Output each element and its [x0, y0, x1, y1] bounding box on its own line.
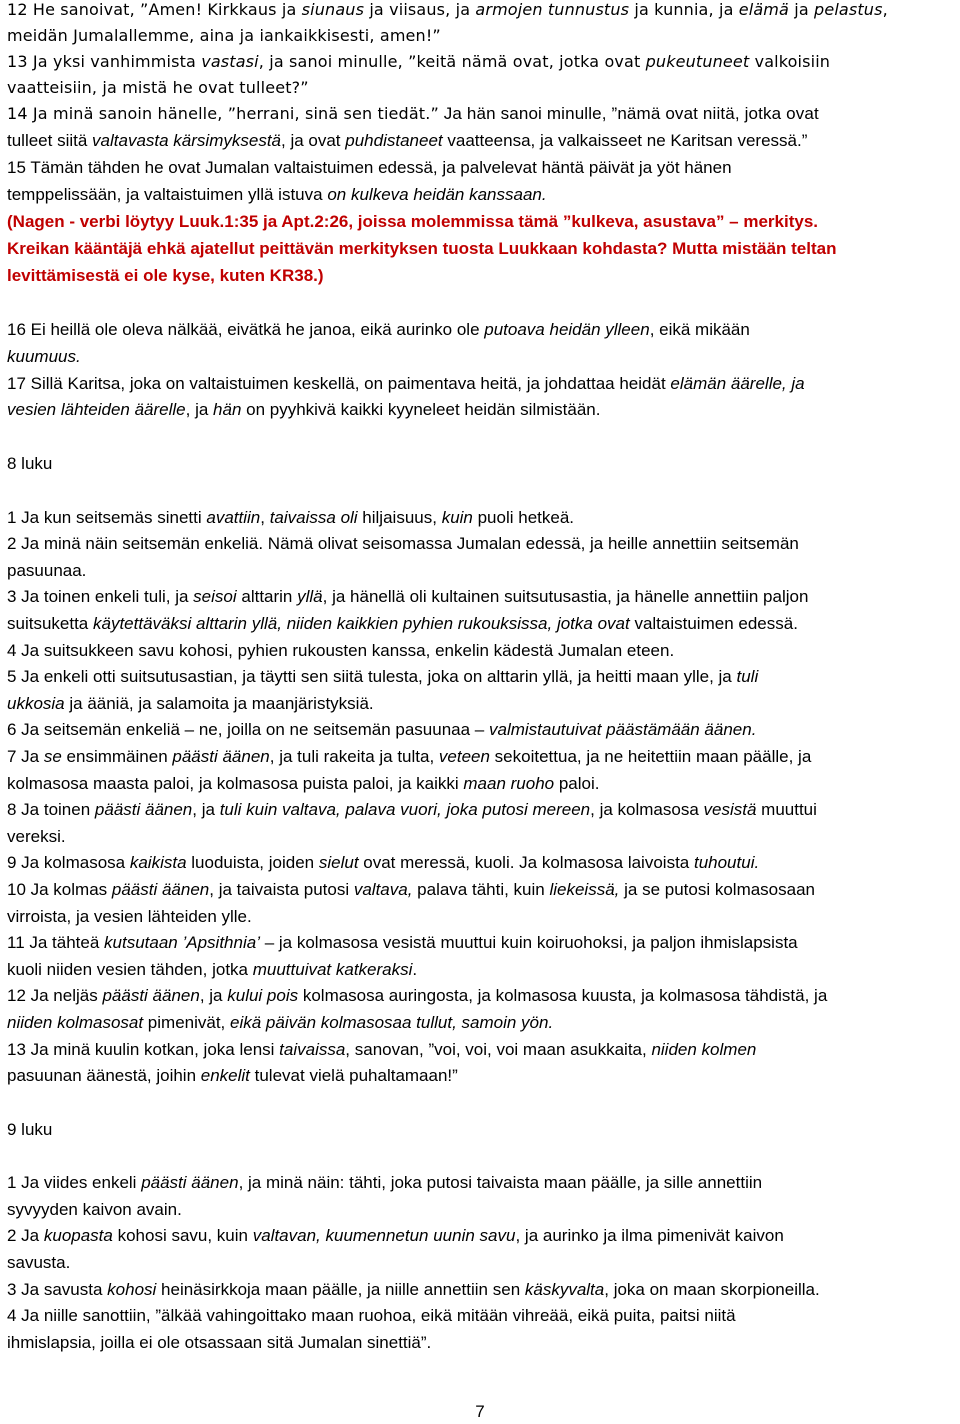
- text-run: – ja kolmasosa vesistä muuttui kuin koiruohoksi, ja paljon ihmislapsista: [259, 933, 798, 952]
- text-line: [7, 584, 808, 610]
- text-line: [7, 1197, 182, 1223]
- text-run: 9 Ja kolmasosa: [7, 853, 130, 872]
- text-run: , ja aurinko ja ilma pimenivät kaivon: [515, 1226, 784, 1245]
- text-run: ihmislapsia, joilla ei ole otsassaan sitä Jumalan sinettiä”.: [7, 1333, 432, 1352]
- text-run: päästi äänen: [141, 1173, 239, 1192]
- text-run: ja ääniä, ja salamoita ja maanjäristyksiä.: [64, 694, 374, 713]
- text-run: kaikista: [129, 853, 187, 872]
- text-line: [7, 877, 815, 903]
- text-line: [7, 263, 324, 289]
- text-run: päästi äänen: [102, 986, 200, 1005]
- text-line: [7, 101, 819, 127]
- text-run: valtavan, kuumennetun uunin savu: [252, 1226, 516, 1245]
- text-run: taivaissa oli: [269, 508, 358, 527]
- text-run: 15 Tämän tähden he ovat Jumalan valtaistuimen edessä, ja palvelevat häntä päivät ja yöt hänen: [7, 158, 732, 177]
- text-run: puoli hetkeä.: [472, 508, 575, 527]
- text-run: , sanovan, ”voi, voi, voi maan asukkaita,: [345, 1040, 652, 1059]
- text-run: putoava heidän ylleen: [484, 320, 650, 339]
- text-run: armojen tunnustus: [475, 0, 630, 19]
- text-line: [7, 1303, 736, 1329]
- text-line: [7, 182, 547, 208]
- text-line: [7, 638, 674, 664]
- text-line: [7, 1277, 820, 1303]
- text-line: [7, 371, 805, 397]
- text-run: , ja: [192, 800, 220, 819]
- text-run: 16 Ei heillä ole oleva nälkää, eivätkä he janoa, eikä aurinko ole: [7, 320, 485, 339]
- text-line: [7, 1117, 52, 1143]
- text-run: 12 He sanoivat, ”Amen! Kirkkaus ja: [7, 0, 302, 19]
- text-line: [7, 451, 52, 477]
- text-line: [7, 531, 799, 557]
- text-line: [7, 957, 417, 983]
- text-run: vaatteisiin, ja mistä he ovat tulleet?”: [7, 78, 309, 97]
- text-run: niiden kolmen: [651, 1040, 757, 1059]
- text-run: hiljaisuus,: [357, 508, 442, 527]
- text-run: , ja ovat: [281, 131, 346, 150]
- text-line: [7, 664, 758, 690]
- text-run: käskyvalta: [524, 1280, 605, 1299]
- text-run: 14 Ja minä sanoin hänelle, ”herrani, sinä sen tiedät.”: [7, 104, 439, 123]
- text-run: puhdistaneet: [345, 131, 443, 150]
- page-number: 7: [475, 1402, 485, 1421]
- text-run: avattiin: [206, 508, 261, 527]
- text-run: , ja: [185, 400, 214, 419]
- text-run: ovat meressä, kuoli. Ja kolmasosa laivoista: [358, 853, 694, 872]
- text-run: (Nagen - verbi löytyy Luuk.1:35 ja Apt.2:26, joissa molemmissa tämä ”kulkeva, asustava” – merkitys.: [7, 212, 819, 231]
- text-run: , ja: [199, 986, 228, 1005]
- text-run: vereksi.: [7, 827, 66, 846]
- text-run: elämän äärelle, ja: [670, 374, 805, 393]
- text-line: [7, 824, 66, 850]
- text-line: [7, 1010, 553, 1036]
- text-run: , ja sanoi minulle, ”keitä nämä ovat, jotka ovat: [258, 52, 646, 71]
- text-run: suitsuketta: [7, 614, 93, 633]
- text-run: , eikä mikään: [649, 320, 750, 339]
- text-line: [7, 75, 309, 101]
- text-run: ja: [789, 0, 815, 19]
- text-run: meidän Jumalallemme, aina ja iankaikkisesti, amen!”: [7, 26, 441, 45]
- text-line: [7, 1223, 784, 1249]
- text-run: valtava,: [353, 880, 413, 899]
- text-run: ,: [882, 0, 888, 19]
- text-run: , ja kolmasosa: [590, 800, 704, 819]
- text-run: 1 Ja viides enkeli: [7, 1173, 142, 1192]
- text-run: valtavasta kärsimyksestä: [92, 131, 281, 150]
- text-run: vaatteensa, ja valkaisseet ne Karitsan veressä.”: [442, 131, 808, 150]
- text-line: [7, 797, 817, 823]
- text-run: kuumuus.: [7, 347, 81, 366]
- text-run: kului pois: [227, 986, 299, 1005]
- text-run: syvyyden kaivon avain.: [7, 1200, 182, 1219]
- text-run: kohosi savu, kuin: [112, 1226, 253, 1245]
- text-run: seisoi: [193, 587, 237, 606]
- text-run: kuoli niiden vesien tähden, jotka: [7, 960, 253, 979]
- text-line: [7, 1037, 756, 1063]
- text-line: [7, 49, 830, 75]
- text-run: kolmasosa maasta paloi, ja kolmasosa puista paloi, ja kaikki: [7, 774, 464, 793]
- text-run: pasuunaa.: [7, 561, 87, 580]
- text-line: [7, 505, 574, 531]
- text-run: kohosi: [107, 1280, 157, 1299]
- text-run: päästi äänen: [172, 747, 270, 766]
- text-run: tuhoutui.: [693, 853, 760, 872]
- text-line: [7, 209, 818, 235]
- text-run: siunaus: [301, 0, 365, 19]
- text-run: valmistautuivat päästämään äänen.: [488, 720, 757, 739]
- text-run: , joka on maan skorpioneilla.: [604, 1280, 820, 1299]
- text-run: Ja hän sanoi minulle, ”nämä ovat niitä, jotka ovat: [438, 104, 819, 123]
- text-line: [7, 155, 732, 181]
- text-line: [7, 1170, 762, 1196]
- text-run: virroista, ja vesien lähteiden ylle.: [7, 907, 252, 926]
- text-run: valkoisiin: [749, 52, 831, 71]
- text-run: , ja minä näin: tähti, joka putosi taivaista maan päälle, ja sille annettiin: [238, 1173, 763, 1192]
- text-line: [7, 850, 759, 876]
- text-run: 4 Ja suitsukkeen savu kohosi, pyhien rukousten kanssa, enkelin kädestä Jumalan eteen.: [7, 641, 675, 660]
- text-line: [7, 236, 837, 262]
- text-run: käytettäväksi alttarin yllä, niiden kaikkien pyhien rukouksissa, jotka ovat: [93, 614, 630, 633]
- text-run: heinäsirkkoja maan päälle, ja niille annettiin sen: [156, 1280, 525, 1299]
- text-run: , ja taivaista putosi: [209, 880, 354, 899]
- text-run: 13 Ja yksi vanhimmista: [7, 52, 202, 71]
- text-run: 3 Ja savusta: [7, 1280, 108, 1299]
- text-run: 12 Ja neljäs: [7, 986, 103, 1005]
- text-run: elämä: [738, 0, 789, 19]
- text-run: kuin: [441, 508, 473, 527]
- text-run: enkelit: [200, 1066, 250, 1085]
- text-run: muuttuivat katkeraksi: [252, 960, 413, 979]
- text-run: ja kunnia, ja: [629, 0, 739, 19]
- text-run: sielut: [318, 853, 359, 872]
- text-run: eikä päivän kolmasosaa tullut, samoin yön.: [230, 1013, 554, 1032]
- text-run: 8 Ja toinen: [7, 800, 95, 819]
- text-run: .: [412, 960, 418, 979]
- text-run: taivaissa: [279, 1040, 346, 1059]
- text-run: 2 Ja: [7, 1226, 44, 1245]
- text-line: [7, 23, 441, 49]
- text-run: kuopasta: [43, 1226, 113, 1245]
- text-run: 8 luku: [7, 454, 53, 473]
- text-line: [7, 558, 86, 584]
- text-run: yllä: [297, 587, 323, 606]
- text-run: paloi.: [554, 774, 600, 793]
- text-run: on kulkeva heidän kanssaan.: [327, 185, 547, 204]
- text-line: [7, 904, 252, 930]
- text-run: pasuunan äänestä, joihin: [7, 1066, 201, 1085]
- text-run: alttarin: [236, 587, 298, 606]
- text-run: tulevat vielä puhaltamaan!”: [249, 1066, 458, 1085]
- text-line: [7, 317, 750, 343]
- text-run: ja viisaus, ja: [364, 0, 476, 19]
- text-run: veteen: [438, 747, 490, 766]
- text-run: 1 Ja kun seitsemäs sinetti: [7, 508, 207, 527]
- text-run: niiden kolmasosat: [7, 1013, 144, 1032]
- text-run: kolmasosa auringosta, ja kolmasosa kuusta, ja kolmasosa tähdistä, ja: [298, 986, 828, 1005]
- text-line: [7, 344, 81, 370]
- text-run: on pyyhkivä kaikki kyyneleet heidän silmistään.: [241, 400, 601, 419]
- text-line: [7, 0, 888, 23]
- text-run: vastasi: [201, 52, 259, 71]
- text-run: levittämisestä ei ole kyse, kuten KR38.): [7, 266, 324, 285]
- text-run: hän: [213, 400, 242, 419]
- text-run: liekeissä,: [549, 880, 620, 899]
- text-run: , ja hänellä oli kultainen suitsutusastia, ja hänelle annettiin paljon: [322, 587, 809, 606]
- text-run: 17 Sillä Karitsa, joka on valtaistuimen keskellä, on paimentava heitä, ja johdattaa heidät: [7, 374, 671, 393]
- text-run: sekoitettua, ja ne heitettiin maan päälle, ja: [489, 747, 812, 766]
- text-line: [7, 744, 811, 770]
- text-run: 10 Ja kolmas: [7, 880, 112, 899]
- text-run: valtaistuimen edessä.: [629, 614, 798, 633]
- text-line: [7, 983, 827, 1009]
- text-line: [7, 930, 798, 956]
- text-line: [7, 397, 600, 423]
- text-run: pelastus: [814, 0, 883, 19]
- text-run: 3 Ja toinen enkeli tuli, ja: [7, 587, 194, 606]
- text-line: [7, 717, 756, 743]
- text-run: pukeutuneet: [645, 52, 750, 71]
- text-run: 4 Ja niille sanottiin, ”älkää vahingoittako maan ruohoa, eikä mitään vihreää, eikä puita, paitsi niitä: [7, 1306, 736, 1325]
- text-run: maan ruoho: [463, 774, 555, 793]
- text-run: palava tähti, kuin: [412, 880, 550, 899]
- text-run: savusta.: [7, 1253, 71, 1272]
- text-run: päästi äänen: [94, 800, 193, 819]
- text-run: 13 Ja minä kuulin kotkan, joka lensi: [7, 1040, 280, 1059]
- text-line: [7, 611, 798, 637]
- text-run: vesien lähteiden äärelle: [7, 400, 186, 419]
- text-line: [7, 691, 374, 717]
- text-run: vesistä: [703, 800, 757, 819]
- text-run: ukkosia: [7, 694, 65, 713]
- text-run: temppelissään, ja valtaistuimen yllä istuva: [7, 185, 328, 204]
- text-run: ,: [260, 508, 270, 527]
- text-run: tulleet siitä: [7, 131, 93, 150]
- text-run: Kreikan kääntäjä ehkä ajatellut peittävän merkityksen tuosta Luukkaan kohdasta? Mutta mistään teltan: [7, 239, 837, 258]
- text-line: [7, 128, 807, 154]
- text-line: [7, 1250, 70, 1276]
- text-run: päästi äänen: [111, 880, 210, 899]
- text-run: tuli: [736, 667, 759, 686]
- text-run: 9 luku: [7, 1120, 53, 1139]
- text-line: [7, 1063, 458, 1089]
- text-run: 11 Ja tähteä: [7, 933, 105, 952]
- text-run: 7 Ja: [7, 747, 44, 766]
- text-run: kutsutaan ’Apsithnia’: [104, 933, 260, 952]
- text-run: tuli kuin valtava, palava vuori, joka putosi mereen: [219, 800, 591, 819]
- text-run: pimenivät,: [143, 1013, 231, 1032]
- text-run: ja se putosi kolmasosaan: [619, 880, 815, 899]
- text-line: [7, 1330, 431, 1356]
- text-run: ensimmäinen: [61, 747, 173, 766]
- text-run: luoduista, joiden: [186, 853, 319, 872]
- text-run: , ja tuli rakeita ja tulta,: [269, 747, 439, 766]
- text-run: 6 Ja seitsemän enkeliä – ne, joilla on ne seitsemän pasuunaa –: [7, 720, 489, 739]
- text-run: 2 Ja minä näin seitsemän enkeliä. Nämä olivat seisomassa Jumalan edessä, ja heille annettiin seitsemän: [7, 534, 799, 553]
- text-run: se: [43, 747, 62, 766]
- text-line: [7, 771, 600, 797]
- text-run: 5 Ja enkeli otti suitsutusastian, ja täytti sen siitä tulesta, joka on alttarin yllä, ja heitti maan ylle, ja: [7, 667, 737, 686]
- text-run: muuttui: [756, 800, 817, 819]
